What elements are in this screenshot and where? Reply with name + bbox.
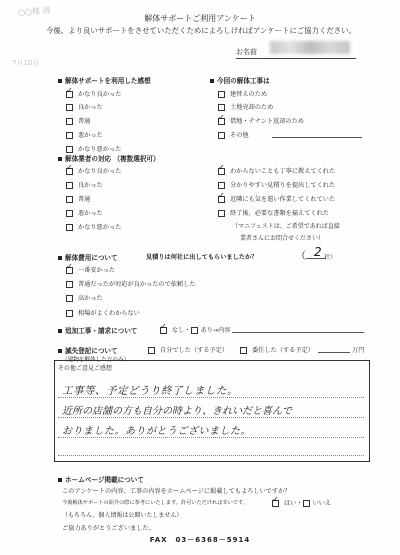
checkbox-icon[interactable] bbox=[218, 118, 225, 125]
q5-option[interactable]: ✓一番安かった bbox=[66, 265, 115, 274]
checkbox-icon[interactable] bbox=[303, 500, 310, 507]
checkbox-icon[interactable] bbox=[66, 295, 73, 302]
q2-option[interactable]: 土地売却のため bbox=[218, 102, 273, 111]
q1-title: 解体サポートを利用した感想 bbox=[58, 75, 151, 85]
checkbox-icon[interactable] bbox=[218, 91, 225, 98]
homepage-choice[interactable]: ✓ はい・ いいえ bbox=[272, 498, 331, 507]
checkbox-icon[interactable] bbox=[218, 132, 225, 139]
q3-option[interactable]: ✓かなり良かった bbox=[66, 166, 121, 175]
checkbox-icon[interactable] bbox=[66, 168, 73, 175]
checkbox-icon[interactable] bbox=[191, 327, 198, 334]
checkbox-icon[interactable] bbox=[66, 310, 73, 317]
q1-option[interactable]: ✓かなり良かった bbox=[66, 89, 121, 98]
comment-line bbox=[58, 437, 364, 438]
q2-option[interactable]: ✓借地・テナント返却のため bbox=[218, 116, 304, 125]
q6-content-line bbox=[232, 332, 364, 333]
q6-options[interactable]: ✓ なし・ あり→内容 bbox=[160, 325, 231, 334]
q3-option[interactable]: 悪かった bbox=[66, 208, 103, 217]
q5-answer[interactable]: 2 bbox=[314, 245, 323, 259]
closing-text: ご協力ありがとうございました。 bbox=[62, 525, 155, 532]
checkbox-icon[interactable] bbox=[66, 132, 73, 139]
checkbox-icon[interactable] bbox=[218, 210, 225, 217]
homepage-question: このアンケートの内容、工事の内容をホームページに掲載してもよろしいですか？ bbox=[62, 488, 291, 495]
q4-option[interactable]: 分かりやすい見積りを提出してくれた bbox=[218, 180, 335, 189]
q5-option[interactable]: 相場がよくわからない bbox=[66, 308, 140, 317]
checkbox-icon[interactable] bbox=[218, 196, 225, 203]
comment-handwriting-2: 近所の店舗の方も自分の時より、きれいだと喜んで bbox=[62, 406, 292, 417]
q5-option[interactable]: 高かった bbox=[66, 293, 103, 302]
q5-option[interactable]: 普通だったが対応が良かったので依頼した bbox=[66, 279, 196, 288]
q7-amount-line bbox=[318, 352, 350, 353]
handwritten-stamp: ○○様 済 bbox=[17, 5, 51, 18]
q6-title: 追加工事・請求について bbox=[58, 325, 137, 335]
q7-unit: 万円 bbox=[352, 347, 365, 354]
q1-option[interactable]: 良かった bbox=[66, 102, 103, 111]
q7-title: 滅失登記について bbox=[58, 345, 118, 355]
q7-option-delegate[interactable]: 委任した（する予定） bbox=[240, 345, 314, 354]
q2-title: 今回の解体工事は bbox=[210, 75, 270, 85]
checkbox-icon[interactable] bbox=[218, 182, 225, 189]
q1-option[interactable]: かなり悪かった bbox=[66, 144, 121, 153]
comment-handwriting-1: 工事等、予定どうり終了しました。 bbox=[62, 385, 238, 397]
q4-option[interactable]: 終了後、必要な書類を揃えてくれた bbox=[218, 208, 329, 217]
q4-option[interactable]: ✓近隣にも気を遣い作業してくれていた bbox=[218, 194, 335, 203]
page-title: 解体サポートご利用アンケート bbox=[144, 14, 256, 23]
checkbox-icon[interactable] bbox=[66, 104, 73, 111]
checkbox-icon[interactable] bbox=[66, 210, 73, 217]
checkbox-icon[interactable] bbox=[66, 267, 73, 274]
checkbox-icon[interactable] bbox=[66, 281, 73, 288]
q1-option[interactable]: 悪かった bbox=[66, 130, 103, 139]
name-redacted bbox=[270, 41, 350, 54]
checkbox-icon[interactable] bbox=[218, 168, 225, 175]
handwritten-date: 7月10日 bbox=[12, 59, 40, 67]
intro-text: 今後、より良いサポートをさせていただくためによろしければアンケートにご協力ください。 bbox=[46, 26, 356, 35]
q4-note-2: 業者さんにお問合せください） bbox=[240, 235, 325, 242]
checkbox-icon[interactable] bbox=[66, 118, 73, 125]
q7-option-self[interactable]: 自分でした（する予定） bbox=[148, 345, 228, 354]
q7-subtitle: （建物を解体した方のみ） bbox=[62, 357, 130, 363]
name-underline bbox=[236, 58, 356, 59]
q5-title: 解体費用について bbox=[58, 252, 118, 262]
checkbox-icon[interactable] bbox=[66, 224, 73, 231]
q5-question: 見積りは何社に出してもらいましたか？ bbox=[146, 254, 258, 261]
checkbox-icon[interactable] bbox=[272, 500, 279, 507]
q3-option[interactable]: 普通 bbox=[66, 194, 90, 203]
checkbox-icon[interactable] bbox=[66, 146, 73, 153]
homepage-note: 今後解体サポートの紹介の際に参考にいたします。許可いただければ幸いです。 bbox=[62, 500, 248, 506]
q4-option[interactable]: ✓わからないことも丁寧に教えてくれた bbox=[218, 166, 335, 175]
homepage-privacy: （もちろん、個人情報は公開いたしません） bbox=[62, 512, 183, 519]
q5-answer-line bbox=[306, 258, 326, 259]
q5-unit: 社） bbox=[324, 254, 337, 261]
q5-open-paren: （ bbox=[296, 251, 306, 262]
q2-option[interactable]: その他 bbox=[218, 130, 249, 139]
comment-title: その他ご意見ご感想 bbox=[58, 365, 113, 372]
checkbox-icon[interactable] bbox=[160, 327, 167, 334]
name-label: お名前 bbox=[236, 48, 257, 56]
q3-option[interactable]: かなり悪かった bbox=[66, 222, 121, 231]
checkbox-icon[interactable] bbox=[218, 104, 225, 111]
fax-number: FAX 03－6368－5914 bbox=[149, 536, 251, 544]
q3-option[interactable]: 良かった bbox=[66, 180, 103, 189]
q2-option[interactable]: 建替えのため bbox=[218, 89, 267, 98]
comment-handwriting-3: おりました。ありがとうございました。 bbox=[62, 426, 251, 437]
checkbox-icon[interactable] bbox=[66, 182, 73, 189]
q3-title: 解体業者の対応 （複数選択可） bbox=[58, 153, 160, 163]
q2-other-line bbox=[272, 137, 362, 138]
checkbox-icon[interactable] bbox=[66, 91, 73, 98]
q1-option[interactable]: 普通 bbox=[66, 116, 90, 125]
checkbox-icon[interactable] bbox=[240, 347, 247, 354]
checkbox-icon[interactable] bbox=[66, 196, 73, 203]
checkbox-icon[interactable] bbox=[148, 347, 155, 354]
comment-line bbox=[58, 417, 364, 418]
comment-line bbox=[58, 455, 364, 456]
homepage-title: ホームページ掲載について bbox=[58, 474, 144, 484]
q4-note-1: （マニフェストは、ご希望であれば直接 bbox=[232, 223, 340, 230]
